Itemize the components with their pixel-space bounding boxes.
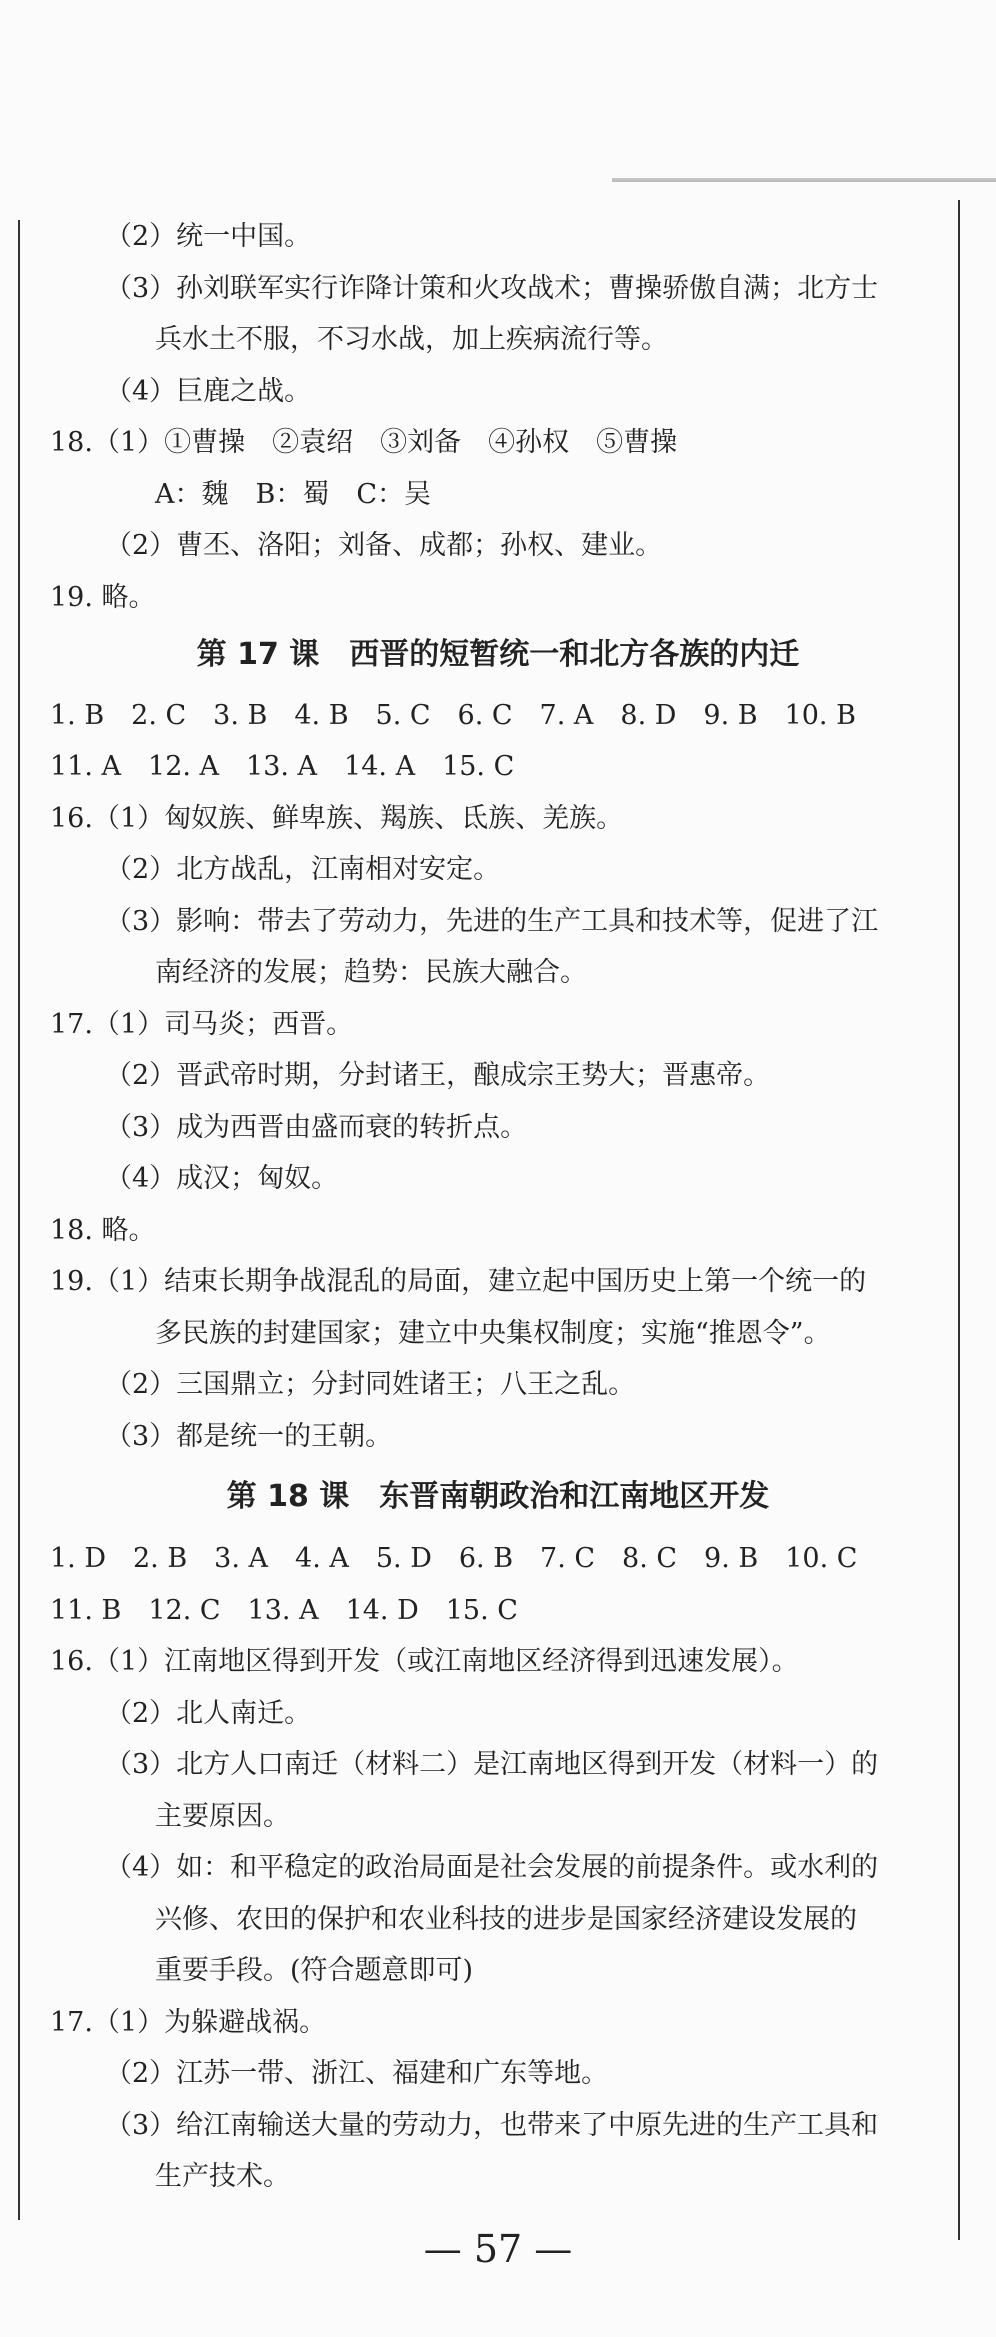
- answer-line: 南经济的发展；趋势：民族大融合。: [155, 957, 587, 988]
- answer-line: （3）影响：带去了劳动力，先进的生产工具和技术等，促进了江: [105, 906, 879, 937]
- answer-line: 11. B 12. C 13. A 14. D 15. C: [50, 1595, 518, 1626]
- answer-line: 16.（1）江南地区得到开发（或江南地区经济得到迅速发展）。: [50, 1646, 799, 1677]
- top-rule: [612, 178, 996, 182]
- answer-line: （2）三国鼎立；分封同姓诸王；八王之乱。: [105, 1369, 636, 1400]
- answer-line: 17.（1）为躲避战祸。: [50, 2007, 327, 2038]
- answer-line: （3）给江南输送大量的劳动力，也带来了中原先进的生产工具和: [105, 2110, 879, 2141]
- answer-line: （4）如：和平稳定的政治局面是社会发展的前提条件。或水利的: [105, 1852, 879, 1883]
- answer-line: （2）北人南迁。: [105, 1698, 312, 1729]
- lesson-18-heading: 第 18 课 东晋南朝政治和江南地区开发: [226, 1479, 770, 1514]
- answer-line: A：魏 B：蜀 C：吴: [155, 479, 431, 510]
- answer-line: （3）北方人口南迁（材料二）是江南地区得到开发（材料一）的: [105, 1749, 879, 1780]
- answer-line: （2）江苏一带、浙江、福建和广东等地。: [105, 2058, 609, 2089]
- answer-line: 1. B 2. C 3. B 4. B 5. C 6. C 7. A 8. D 9. B 10. B: [50, 700, 856, 731]
- answer-line: 1. D 2. B 3. A 4. A 5. D 6. B 7. C 8. C 9. B 10. C: [50, 1543, 858, 1574]
- answer-line: （4）成汉；匈奴。: [105, 1163, 339, 1194]
- answer-line: 19.（1）结束长期争战混乱的局面，建立起中国历史上第一个统一的: [50, 1266, 867, 1297]
- answer-line: （2）统一中国。: [105, 221, 312, 252]
- answer-line: 16.（1）匈奴族、鲜卑族、羯族、氐族、羌族。: [50, 803, 624, 834]
- answer-line: 生产技术。: [155, 2161, 290, 2192]
- lesson-17-heading: 第 17 课 西晋的短暂统一和北方各族的内迁: [196, 637, 800, 672]
- answer-line: （3）都是统一的王朝。: [105, 1421, 393, 1452]
- answer-line: （2）晋武帝时期，分封诸王，酿成宗王势大；晋惠帝。: [105, 1060, 771, 1091]
- answer-line: （2）曹丕、洛阳；刘备、成都；孙权、建业。: [105, 530, 663, 561]
- answer-line: （2）北方战乱，江南相对安定。: [105, 854, 501, 885]
- answer-line: （3）孙刘联军实行诈降计策和火攻战术；曹操骄傲自满；北方士: [105, 273, 879, 304]
- answer-line: 兵水土不服，不习水战，加上疾病流行等。: [155, 324, 668, 355]
- answer-line: 11. A 12. A 13. A 14. A 15. C: [50, 751, 515, 782]
- answer-line: 18. 略。: [50, 1215, 156, 1246]
- answer-line: 重要手段。(符合题意即可): [155, 1955, 474, 1986]
- right-margin-line: [958, 200, 960, 2240]
- answer-line: 18.（1）①曹操 ②袁绍 ③刘备 ④孙权 ⑤曹操: [50, 427, 678, 458]
- answer-line: （3）成为西晋由盛而衰的转折点。: [105, 1112, 528, 1143]
- answer-line: 17.（1）司马炎；西晋。: [50, 1009, 354, 1040]
- answer-line: 主要原因。: [155, 1801, 290, 1832]
- answer-line: 多民族的封建国家；建立中央集权制度；实施“推恩令”。: [155, 1318, 831, 1349]
- answer-line: 19. 略。: [50, 582, 156, 613]
- left-margin-line: [18, 220, 20, 2220]
- page-number: — 57 —: [423, 2227, 573, 2271]
- answer-line: 兴修、农田的保护和农业科技的进步是国家经济建设发展的: [155, 1904, 857, 1935]
- answer-line: （4）巨鹿之战。: [105, 376, 312, 407]
